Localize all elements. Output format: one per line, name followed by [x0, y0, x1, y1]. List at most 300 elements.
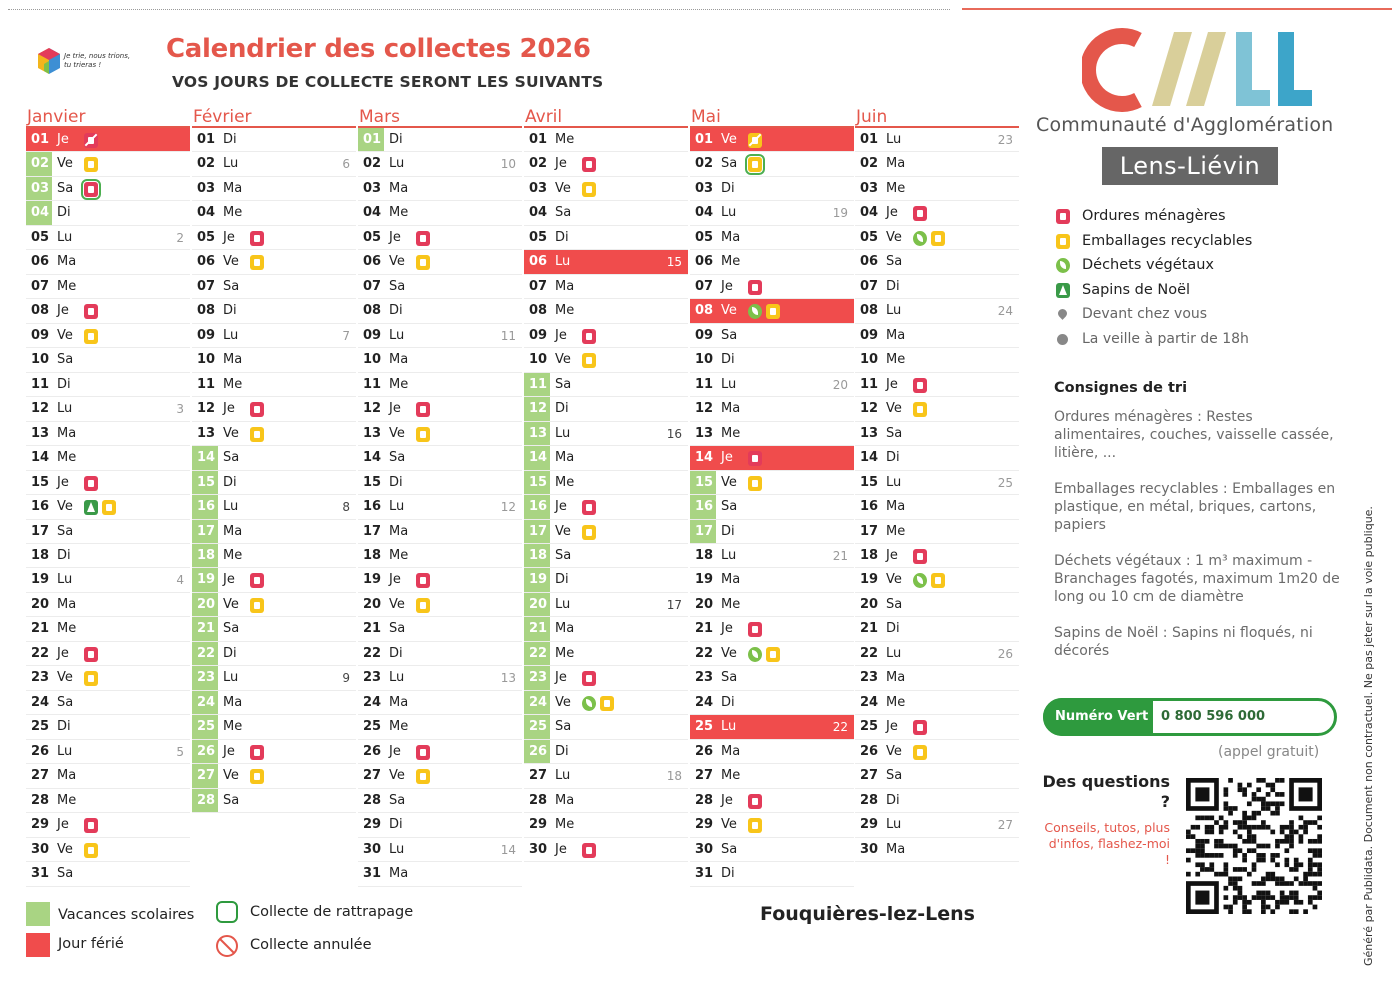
day-number: 08 — [363, 303, 382, 319]
day-row — [192, 593, 356, 617]
day-weekday: Ma — [223, 694, 243, 710]
numero-vert[interactable] — [1043, 698, 1337, 736]
day-row — [524, 568, 688, 592]
day-row — [358, 201, 522, 225]
day-row — [690, 201, 854, 225]
day-row — [524, 666, 688, 690]
er-icon — [250, 598, 264, 613]
day-row — [358, 764, 522, 788]
week-number: 12 — [500, 500, 516, 515]
day-weekday: Je — [886, 376, 898, 392]
om-icon — [416, 745, 430, 760]
om-icon — [748, 451, 762, 466]
day-row — [690, 617, 854, 641]
day-number: 10 — [529, 352, 548, 368]
day-number: 17 — [695, 523, 714, 539]
day-row — [358, 397, 522, 421]
day-number: 16 — [363, 499, 382, 515]
day-row — [26, 226, 190, 250]
day-number: 20 — [197, 596, 216, 612]
er-icon — [748, 133, 762, 148]
day-number: 02 — [31, 156, 50, 172]
day-row — [26, 177, 190, 201]
day-number: 14 — [860, 450, 879, 466]
day-row — [690, 446, 854, 470]
day-number: 26 — [860, 743, 879, 759]
day-number: 30 — [363, 841, 382, 857]
day-number: 18 — [31, 547, 50, 563]
day-number: 10 — [197, 352, 216, 368]
collection-icons — [416, 255, 430, 270]
numero-vert-number[interactable]: 0 800 596 000 — [1161, 709, 1266, 724]
leaf-icon — [582, 696, 596, 711]
day-row — [855, 152, 1019, 176]
day-number: 31 — [695, 866, 714, 882]
day-number: 24 — [31, 694, 50, 710]
week-number: 2 — [176, 230, 184, 245]
day-weekday: Lu — [223, 327, 239, 343]
day-weekday: Di — [721, 352, 735, 368]
day-row — [358, 348, 522, 372]
day-number: 22 — [197, 645, 216, 661]
day-number: 20 — [31, 596, 50, 612]
day-weekday: Ma — [57, 596, 77, 612]
day-number: 27 — [31, 768, 50, 784]
day-weekday: Ma — [389, 523, 409, 539]
commune-name: Fouquières-lez-Lens — [760, 903, 975, 925]
day-number: 19 — [695, 572, 714, 588]
day-weekday: Ve — [886, 401, 902, 417]
agglo-name: Communauté d'Agglomération — [1036, 114, 1334, 136]
day-row — [690, 813, 854, 837]
day-number: 28 — [695, 792, 714, 808]
day-weekday: Sa — [721, 841, 738, 857]
week-number: 10 — [500, 157, 516, 172]
day-row — [26, 422, 190, 446]
vacances-label: Vacances scolaires — [58, 907, 195, 923]
month-février — [192, 106, 356, 813]
day-weekday: Me — [223, 376, 243, 392]
day-row — [524, 642, 688, 666]
day-number: 24 — [695, 694, 714, 710]
day-number: 28 — [197, 792, 216, 808]
day-row — [690, 740, 854, 764]
day-weekday: Me — [886, 352, 906, 368]
day-number: 15 — [695, 474, 714, 490]
qr-code[interactable] — [1186, 778, 1322, 914]
day-row — [26, 789, 190, 813]
month-mars — [358, 106, 522, 887]
day-weekday: Sa — [223, 621, 240, 637]
collection-icons — [913, 231, 945, 246]
day-number: 21 — [695, 621, 714, 637]
day-row — [855, 226, 1019, 250]
collection-icons — [416, 231, 430, 246]
day-number: 09 — [695, 327, 714, 343]
day-number: 29 — [860, 817, 879, 833]
tree-icon — [1056, 283, 1070, 298]
day-number: 25 — [197, 719, 216, 735]
day-weekday: Lu — [721, 376, 737, 392]
day-weekday: Lu — [555, 425, 571, 441]
day-weekday: Di — [886, 450, 900, 466]
om-icon — [913, 378, 927, 393]
day-row — [358, 617, 522, 641]
om-icon — [416, 231, 430, 246]
day-weekday: Ma — [223, 180, 243, 196]
day-number: 01 — [363, 132, 382, 147]
day-row — [26, 838, 190, 862]
day-weekday: Di — [721, 866, 735, 882]
day-number: 01 — [695, 132, 714, 147]
om-icon — [913, 720, 927, 735]
day-number: 11 — [363, 376, 382, 392]
day-number: 30 — [695, 841, 714, 857]
day-number: 14 — [529, 450, 548, 466]
day-weekday: Lu — [721, 205, 737, 221]
day-weekday: Lu — [389, 327, 405, 343]
day-row — [192, 275, 356, 299]
vacances-swatch — [26, 902, 50, 926]
om-icon — [748, 622, 762, 637]
day-number: 23 — [363, 670, 382, 686]
day-row — [690, 495, 854, 519]
day-number: 26 — [197, 743, 216, 759]
day-weekday: Lu — [57, 743, 73, 759]
day-weekday: Je — [555, 841, 567, 857]
day-weekday: Je — [389, 401, 401, 417]
day-row — [690, 838, 854, 862]
day-weekday: Me — [57, 450, 77, 466]
day-row — [26, 666, 190, 690]
day-row — [192, 544, 356, 568]
day-number: 18 — [363, 547, 382, 563]
day-weekday: Ve — [721, 817, 737, 833]
day-row — [26, 250, 190, 274]
day-number: 12 — [529, 401, 548, 417]
day-weekday: Sa — [555, 376, 572, 392]
day-number: 05 — [860, 229, 879, 245]
day-number: 25 — [529, 719, 548, 735]
day-row — [524, 838, 688, 862]
collection-icons — [748, 280, 762, 295]
day-weekday: Lu — [57, 572, 73, 588]
day-row — [690, 764, 854, 788]
day-weekday: Lu — [223, 156, 239, 172]
day-number: 26 — [529, 743, 548, 759]
top-red-line — [962, 8, 1392, 10]
day-number: 20 — [860, 596, 879, 612]
day-weekday: Ve — [57, 327, 73, 343]
day-row — [192, 789, 356, 813]
day-number: 21 — [363, 621, 382, 637]
day-row — [26, 617, 190, 641]
collection-icons — [250, 402, 264, 417]
collection-icons — [913, 573, 945, 588]
day-weekday: Me — [389, 376, 409, 392]
day-number: 02 — [860, 156, 879, 172]
day-number: 28 — [529, 792, 548, 808]
day-number: 23 — [31, 670, 50, 686]
day-number: 28 — [860, 792, 879, 808]
day-row — [358, 226, 522, 250]
day-number: 16 — [860, 499, 879, 515]
day-weekday: Ma — [886, 499, 906, 515]
day-row — [690, 373, 854, 397]
collection-icons — [416, 402, 430, 417]
day-weekday: Je — [389, 229, 401, 245]
agglo-city: Lens-Liévin — [1102, 147, 1278, 185]
questions-hint: Conseils, tutos, plus d'infos, flashez-moi ! — [1044, 820, 1170, 867]
day-row — [358, 544, 522, 568]
collection-icons — [582, 353, 596, 368]
consignes-text — [1054, 408, 1344, 678]
day-row — [26, 299, 190, 323]
day-weekday: Je — [721, 621, 733, 637]
day-weekday: Sa — [57, 352, 74, 368]
day-number: 27 — [363, 768, 382, 784]
day-row — [690, 789, 854, 813]
om-icon — [84, 476, 98, 491]
day-weekday: Je — [223, 743, 235, 759]
collection-icons — [84, 500, 116, 515]
week-number: 15 — [666, 255, 682, 270]
day-row — [690, 275, 854, 299]
day-number: 12 — [860, 401, 879, 417]
day-number: 03 — [31, 180, 50, 196]
collection-icons — [582, 157, 596, 172]
appel-gratuit: (appel gratuit) — [1218, 744, 1320, 760]
day-row — [192, 666, 356, 690]
legend-veille-label: La veille à partir de 18h — [1082, 330, 1249, 347]
day-number: 19 — [31, 572, 50, 588]
collection-icons — [84, 671, 98, 686]
day-row — [855, 568, 1019, 592]
day-row — [358, 838, 522, 862]
day-row — [524, 152, 688, 176]
day-number: 09 — [860, 327, 879, 343]
day-row — [358, 373, 522, 397]
er-icon — [600, 696, 614, 711]
day-number: 05 — [197, 229, 216, 245]
day-weekday: Sa — [223, 450, 240, 466]
day-row — [26, 495, 190, 519]
day-number: 07 — [363, 278, 382, 294]
er-icon — [913, 402, 927, 417]
day-row — [358, 250, 522, 274]
day-weekday: Lu — [886, 817, 902, 833]
day-row — [690, 397, 854, 421]
day-weekday: Ve — [57, 670, 73, 686]
day-weekday: Sa — [57, 180, 74, 196]
day-row — [192, 373, 356, 397]
day-row — [26, 397, 190, 421]
day-row — [26, 691, 190, 715]
om-icon — [913, 206, 927, 221]
day-weekday: Lu — [223, 670, 239, 686]
day-number: 10 — [695, 352, 714, 368]
consigne-sn: Sapins de Noël : Sapins ni floqués, ni décorés — [1054, 625, 1313, 659]
day-row — [192, 226, 356, 250]
day-weekday: Me — [886, 694, 906, 710]
day-row — [26, 642, 190, 666]
consigne-dv: Déchets végétaux : 1 m³ maximum - Branchages fagotés, maximum 1m20 de long ou 10 cm de diamètre — [1054, 553, 1340, 605]
day-number: 07 — [31, 278, 50, 294]
day-number: 01 — [197, 132, 216, 147]
day-weekday: Di — [389, 474, 403, 490]
day-number: 26 — [695, 743, 714, 759]
day-number: 02 — [695, 156, 714, 172]
day-weekday: Me — [555, 132, 575, 147]
day-row — [524, 715, 688, 739]
month-name: Avril — [524, 106, 688, 128]
day-weekday: Di — [389, 645, 403, 661]
legend-om — [1056, 204, 1252, 229]
day-row — [855, 471, 1019, 495]
om-icon — [1056, 209, 1070, 224]
day-weekday: Ve — [721, 645, 737, 661]
day-weekday: Je — [223, 572, 235, 588]
day-number: 24 — [363, 694, 382, 710]
legend-devant-label: Devant chez vous — [1082, 306, 1208, 322]
day-number: 15 — [363, 474, 382, 490]
day-weekday: Ve — [721, 474, 737, 490]
day-row — [524, 764, 688, 788]
day-weekday: Ma — [223, 523, 243, 539]
day-row — [855, 740, 1019, 764]
day-number: 31 — [31, 866, 50, 882]
rattrapage-label: Collecte de rattrapage — [250, 904, 414, 920]
day-weekday: Je — [886, 205, 898, 221]
day-row — [192, 568, 356, 592]
collection-icons — [416, 745, 430, 760]
day-row — [26, 128, 190, 152]
day-row — [358, 495, 522, 519]
day-number: 04 — [31, 205, 50, 221]
day-weekday: Ve — [389, 768, 405, 784]
day-number: 22 — [860, 645, 879, 661]
day-row — [855, 838, 1019, 862]
day-row — [855, 177, 1019, 201]
legend-sn-label: Sapins de Noël — [1082, 281, 1191, 298]
day-number: 21 — [31, 621, 50, 637]
day-row — [524, 397, 688, 421]
er-icon — [582, 525, 596, 540]
day-number: 30 — [31, 841, 50, 857]
day-row — [358, 128, 522, 152]
day-weekday: Je — [223, 401, 235, 417]
collection-icons — [748, 818, 762, 833]
day-row — [524, 250, 688, 274]
collection-icons — [250, 598, 264, 613]
leaf-icon — [913, 573, 927, 588]
day-number: 10 — [31, 352, 50, 368]
om-icon — [416, 573, 430, 588]
collection-icons — [748, 476, 762, 491]
day-weekday: Di — [223, 474, 237, 490]
day-weekday: Di — [57, 719, 71, 735]
om-icon — [582, 671, 596, 686]
week-number: 16 — [666, 426, 682, 441]
day-number: 22 — [31, 645, 50, 661]
day-number: 06 — [695, 254, 714, 270]
er-icon — [416, 598, 430, 613]
om-icon — [84, 182, 98, 197]
day-number: 06 — [197, 254, 216, 270]
day-weekday: Lu — [389, 670, 405, 686]
day-number: 08 — [695, 303, 714, 319]
er-icon — [582, 182, 596, 197]
day-number: 02 — [363, 156, 382, 172]
day-row — [26, 152, 190, 176]
day-row — [192, 446, 356, 470]
collection-icons — [582, 843, 596, 858]
day-row — [524, 373, 688, 397]
day-weekday: Ma — [721, 572, 741, 588]
day-weekday: Ve — [721, 303, 737, 319]
day-row — [26, 568, 190, 592]
month-mai — [690, 106, 854, 887]
day-row — [26, 593, 190, 617]
legend-er-label: Emballages recyclables — [1082, 232, 1253, 249]
day-row — [524, 324, 688, 348]
day-row — [855, 715, 1019, 739]
om-icon — [84, 133, 98, 148]
day-weekday: Ve — [223, 768, 239, 784]
day-row — [524, 520, 688, 544]
day-weekday: Di — [389, 817, 403, 833]
day-number: 23 — [695, 670, 714, 686]
day-number: 22 — [363, 645, 382, 661]
day-weekday: Di — [223, 132, 237, 147]
day-weekday: Me — [555, 303, 575, 319]
day-weekday: Lu — [57, 401, 73, 417]
collection-icons — [416, 598, 430, 613]
day-row — [26, 275, 190, 299]
day-weekday: Di — [223, 303, 237, 319]
day-number: 19 — [197, 572, 216, 588]
day-row — [855, 299, 1019, 323]
day-number: 08 — [197, 303, 216, 319]
day-number: 13 — [31, 425, 50, 441]
er-icon — [931, 231, 945, 246]
week-number: 5 — [176, 744, 184, 759]
om-icon — [582, 843, 596, 858]
day-weekday: Je — [57, 645, 69, 661]
day-weekday: Sa — [721, 670, 738, 686]
day-weekday: Sa — [886, 596, 903, 612]
day-weekday: Lu — [555, 768, 571, 784]
day-number: 28 — [363, 792, 382, 808]
day-weekday: Di — [555, 229, 569, 245]
collection-icons — [416, 573, 430, 588]
rattrapage-icon — [215, 900, 239, 924]
collection-icons — [250, 573, 264, 588]
om-icon — [416, 402, 430, 417]
day-row — [192, 128, 356, 152]
day-weekday: Me — [886, 523, 906, 539]
day-number: 07 — [529, 278, 548, 294]
collection-icons — [913, 720, 927, 735]
day-number: 04 — [363, 205, 382, 221]
day-number: 20 — [695, 596, 714, 612]
day-weekday: Ma — [389, 180, 409, 196]
day-weekday: Ma — [721, 229, 741, 245]
day-row — [192, 324, 356, 348]
day-number: 21 — [860, 621, 879, 637]
day-number: 03 — [529, 180, 548, 196]
day-weekday: Sa — [389, 278, 406, 294]
